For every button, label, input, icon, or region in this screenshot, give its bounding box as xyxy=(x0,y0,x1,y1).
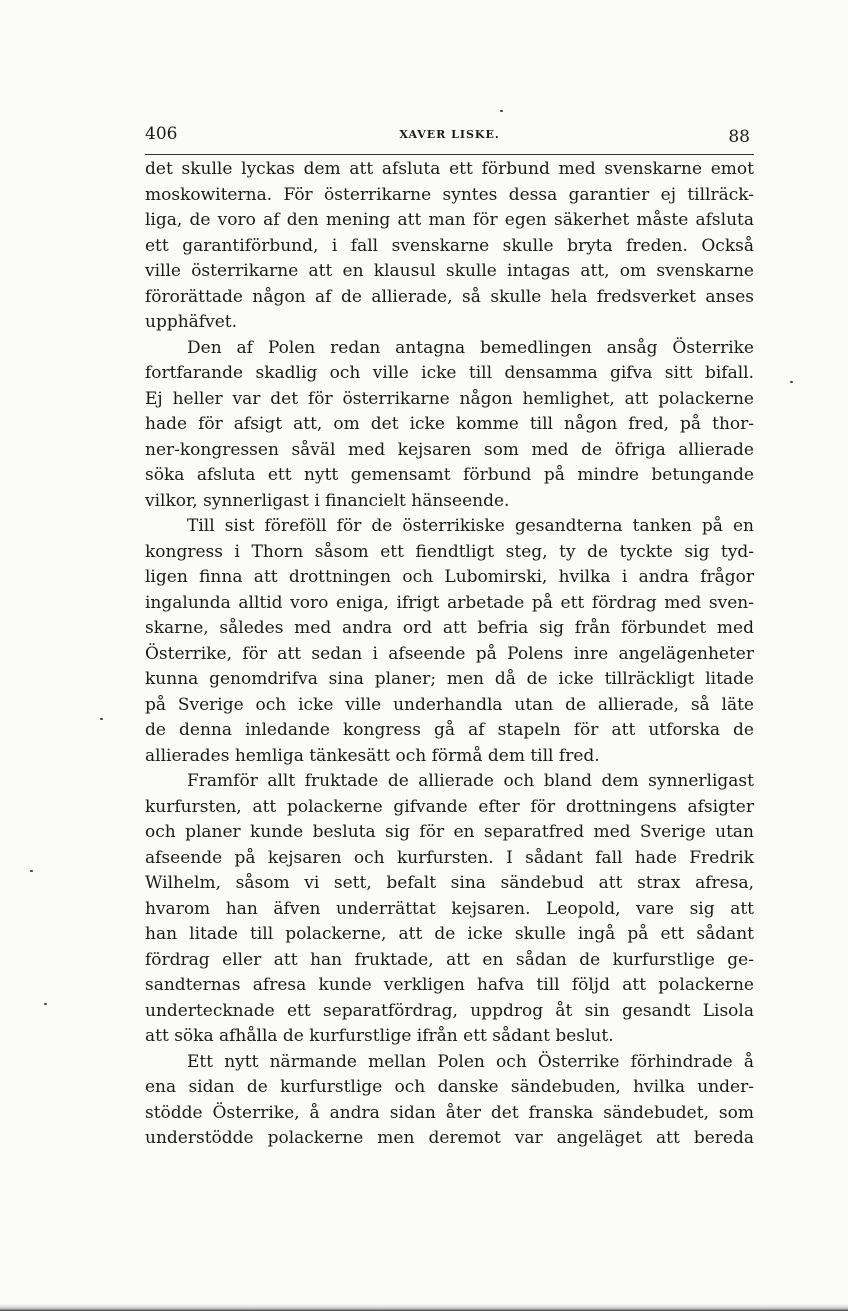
text-line: hvarom han äfven underrättat kejsaren. Leopold, vare sig att xyxy=(145,898,754,919)
scan-speck xyxy=(100,718,103,720)
section-number: 88 xyxy=(728,127,750,147)
text-line: Wilhelm, såsom vi sett, befalt sina sändebud att strax afresa, xyxy=(145,873,754,893)
text-line: skarne, således med andra ord att befria sig från förbundet med xyxy=(145,618,754,638)
text-line: ingalunda alltid voro eniga, ifrigt arbetade på ett fördrag med sven- xyxy=(145,592,754,613)
text-line: fortfarande skadlig och ville icke till densamma gifva sitt bifall. xyxy=(145,363,754,383)
text-line: Den af Polen redan antagna bemedlingen ansåg Österrike xyxy=(187,337,754,358)
text-line: allierades hemliga tänkesätt och förmå dem till fred. xyxy=(145,745,600,766)
text-line: ett garantiförbund, i fall svenskarne skulle bryta freden. Också xyxy=(145,235,754,256)
text-line: Ej heller var det för österrikarne någon hemlighet, att polackerne xyxy=(145,388,754,409)
paragraph xyxy=(145,1050,754,1152)
text-line: stödde Österrike, å andra sidan åter det franska sändebudet, som xyxy=(145,1102,754,1123)
text-line: vilkor, synnerligast i financielt hänseende. xyxy=(145,490,510,511)
page-header xyxy=(145,124,754,154)
paragraph xyxy=(145,769,754,1050)
body-text xyxy=(145,157,754,1152)
running-head: XAVER LISKE. xyxy=(399,128,500,141)
scan-speck xyxy=(44,1003,47,1005)
scan-speck xyxy=(30,870,33,872)
text-line: kunna genomdrifva sina planer; men då de icke tillräckligt litade xyxy=(145,669,754,689)
text-line: hade för afsigt att, om det icke komme till någon fred, på thor- xyxy=(145,414,754,434)
text-line: moskowiterna. För österrikarne syntes dessa garantier ej tillräck- xyxy=(145,184,754,205)
text-line: undertecknade ett separatfördrag, uppdrog åt sin gesandt Lisola xyxy=(145,1000,754,1021)
text-line: Österrike, för att sedan i afseende på Polens inre angelägenheter xyxy=(145,643,754,664)
text-line: förorättade någon af de allierade, så skulle hela fredsverket anses xyxy=(145,286,754,307)
text-line: att söka afhålla de kurfurstlige ifrån ett sådant beslut. xyxy=(145,1026,614,1046)
paragraph xyxy=(145,514,754,769)
paragraph xyxy=(145,157,754,336)
text-line: liga, de voro af den mening att man för egen säkerhet måste afsluta xyxy=(145,210,754,230)
scan-speck xyxy=(500,110,503,112)
text-line: det skulle lyckas dem att afsluta ett förbund med svenskarne emot xyxy=(145,159,754,179)
header-rule xyxy=(145,154,754,155)
text-line: ligen finna att drottningen och Lubomirski, hvilka i andra frågor xyxy=(145,567,754,587)
text-line: afseende på kejsaren och kurfursten. I sådant fall hade Fredrik xyxy=(145,847,754,868)
text-line: söka afsluta ett nytt gemensamt förbund på mindre betungande xyxy=(145,465,754,485)
scan-edge xyxy=(0,1304,848,1311)
text-line: han litade till polackerne, att de icke skulle ingå på ett sådant xyxy=(145,924,754,944)
text-line: fördrag eller att han fruktade, att en sådan de kurfurstlige ge- xyxy=(145,949,754,970)
text-line: kurfursten, att polackerne gifvande efter för drottningens afsigter xyxy=(145,796,754,817)
text-line: och planer kunde besluta sig för en separatfred med Sverige utan xyxy=(145,822,754,842)
text-line: kongress i Thorn såsom ett fiendtligt steg, ty de tyckte sig tyd- xyxy=(145,541,754,562)
text-line: de denna inledande kongress gå af stapeln för att utforska de xyxy=(145,720,754,740)
paragraph xyxy=(145,336,754,515)
text-line: upphäfvet. xyxy=(145,312,237,332)
text-line: ner-kongressen såväl med kejsaren som med de öfriga allierade xyxy=(145,439,754,460)
text-line: ville österrikarne att en klausul skulle intagas att, om svenskarne xyxy=(145,261,754,281)
text-line: på Sverige och icke ville underhandla utan de allierade, så läte xyxy=(145,694,754,715)
text-line: ena sidan de kurfurstlige och danske sändebuden, hvilka under- xyxy=(145,1077,754,1097)
text-line: Ett nytt närmande mellan Polen och Österrike förhindrade å xyxy=(187,1051,754,1072)
scan-speck xyxy=(790,381,793,383)
page-number: 406 xyxy=(145,124,178,144)
text-line: Till sist föreföll för de österrikiske gesandterna tanken på en xyxy=(187,516,754,536)
text-line: sandternas afresa kunde verkligen hafva till följd att polackerne xyxy=(145,975,754,995)
text-line: understödde polackerne men deremot var angeläget att bereda xyxy=(145,1128,754,1148)
text-line: Framför allt fruktade de allierade och bland dem synnerligast xyxy=(187,771,754,791)
